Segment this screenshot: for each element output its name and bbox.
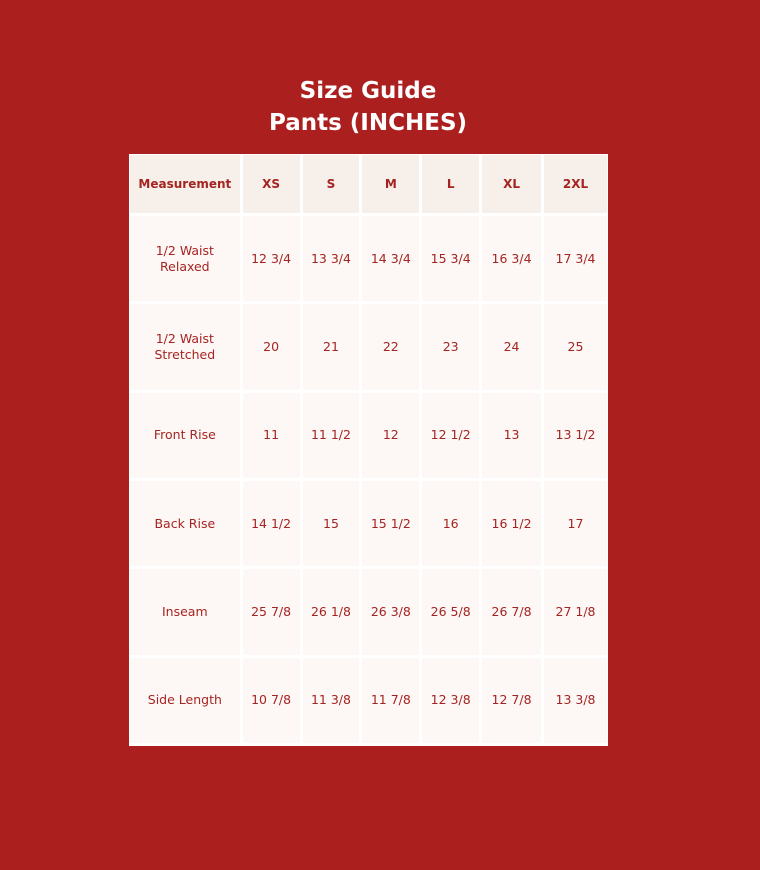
header-size-xs: XS [243, 155, 300, 213]
row-label: Side Length [130, 658, 240, 743]
table-cell: 25 [544, 304, 607, 389]
table-row [130, 304, 607, 389]
table-cell: 11 [243, 393, 300, 478]
header-size-xl: XL [482, 155, 541, 213]
table-header-row [130, 155, 607, 213]
header-size-2xl: 2XL [544, 155, 607, 213]
table-cell: 13 3/4 [303, 216, 360, 301]
table-cell: 11 7/8 [362, 658, 419, 743]
table-cell: 11 3/8 [303, 658, 360, 743]
table-cell: 12 3/8 [422, 658, 479, 743]
size-table [127, 152, 610, 746]
table-cell: 16 3/4 [482, 216, 541, 301]
table-cell: 13 1/2 [544, 393, 607, 478]
row-label: 1/2 Waist Stretched [130, 304, 240, 389]
table-cell: 12 [362, 393, 419, 478]
table-cell: 26 1/8 [303, 569, 360, 654]
table-cell: 17 3/4 [544, 216, 607, 301]
row-label: Inseam [130, 569, 240, 654]
header-measurement: Measurement [130, 155, 240, 213]
header-size-l: L [422, 155, 479, 213]
table-cell: 24 [482, 304, 541, 389]
table-cell: 14 1/2 [243, 481, 300, 566]
table-cell: 27 1/8 [544, 569, 607, 654]
table-cell: 15 [303, 481, 360, 566]
table-row [130, 481, 607, 566]
header-size-m: M [362, 155, 419, 213]
table-cell: 22 [362, 304, 419, 389]
table-cell: 13 3/8 [544, 658, 607, 743]
row-label: Back Rise [130, 481, 240, 566]
table-row [130, 216, 607, 301]
table-cell: 12 3/4 [243, 216, 300, 301]
table-cell: 10 7/8 [243, 658, 300, 743]
table-row [130, 393, 607, 478]
table-cell: 12 7/8 [482, 658, 541, 743]
page-subtitle: Pants (INCHES) [268, 110, 468, 136]
table-cell: 12 1/2 [422, 393, 479, 478]
table-cell: 14 3/4 [362, 216, 419, 301]
size-guide-table [129, 154, 608, 746]
table-cell: 26 7/8 [482, 569, 541, 654]
row-label: Front Rise [130, 393, 240, 478]
table-cell: 11 1/2 [303, 393, 360, 478]
table-cell: 17 [544, 481, 607, 566]
table-cell: 16 1/2 [482, 481, 541, 566]
table-cell: 15 1/2 [362, 481, 419, 566]
table-cell: 25 7/8 [243, 569, 300, 654]
header-size-s: S [303, 155, 360, 213]
page-title: Size Guide [299, 78, 437, 104]
table-row [130, 658, 607, 743]
row-label: 1/2 Waist Relaxed [130, 216, 240, 301]
table-cell: 26 5/8 [422, 569, 479, 654]
table-cell: 26 3/8 [362, 569, 419, 654]
table-row [130, 569, 607, 654]
table-cell: 16 [422, 481, 479, 566]
table-cell: 21 [303, 304, 360, 389]
table-cell: 20 [243, 304, 300, 389]
table-cell: 23 [422, 304, 479, 389]
table-cell: 15 3/4 [422, 216, 479, 301]
table-cell: 13 [482, 393, 541, 478]
